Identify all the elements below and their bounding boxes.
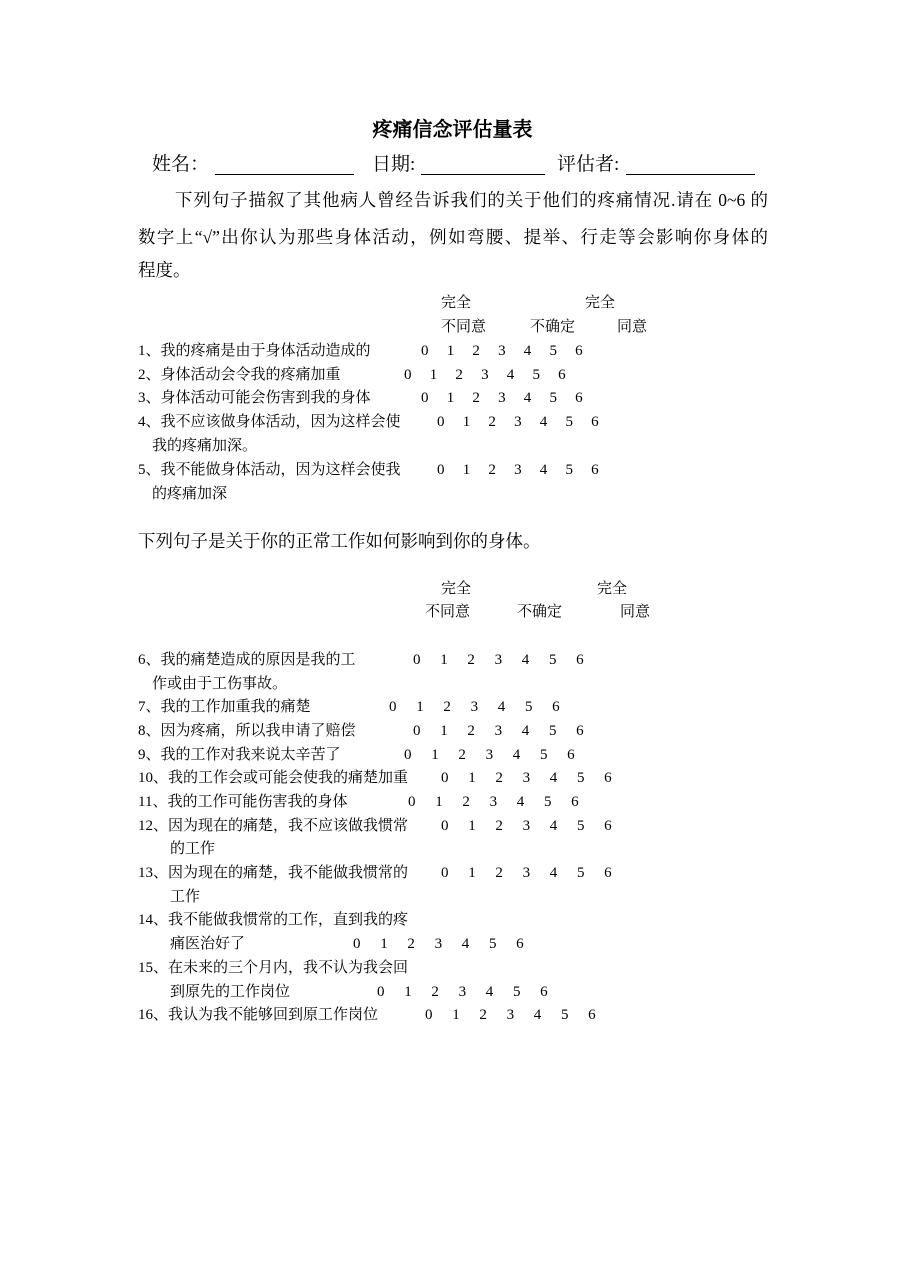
scale-option-5: 5 [576,865,585,881]
scale-option-2: 2 [495,770,503,786]
scale-option-2: 2 [495,865,503,881]
scale-option-0: 0 [408,794,416,810]
instructions-line: 下列句子描叙了其他病人曾经告诉我们的关于他们的疼痛情况.请在 0~6 的 [175,190,768,210]
scale-option-4: 4 [533,1007,542,1023]
rating-scale [421,341,601,361]
scale-option-0: 0 [437,462,445,478]
scale-option-4: 4 [485,984,494,1000]
section-intro: 下列句子是关于你的正常工作如何影响到你的身体。 [138,531,541,551]
scale-option-0: 0 [437,414,445,430]
item-number: 6、 [138,652,161,668]
item-number: 14、 [138,912,169,928]
scale-option-3: 3 [506,1007,515,1023]
anchor-disagree: 不同意 [425,604,471,620]
item-number: 12、 [138,818,169,834]
rating-scale [377,982,567,1002]
scale-option-3: 3 [481,367,489,383]
item-number: 7、 [138,699,161,715]
scale-option-6: 6 [604,865,612,881]
item-line [138,365,341,385]
scale-option-2: 2 [488,414,496,430]
anchor-agree: 同意 [617,319,648,335]
scale-option-3: 3 [522,770,531,786]
scale-option-1: 1 [429,367,438,383]
item-number: 16、 [138,1007,169,1023]
scale-option-0: 0 [389,699,397,715]
scale-option-6: 6 [588,1007,596,1023]
scale-option-5: 5 [576,770,585,786]
item-statement: 因为现在的痛楚，我不应该做我惯常 [168,818,409,834]
scale-option-0: 0 [353,936,361,952]
scale-option-5: 5 [549,390,557,406]
scale-option-4: 4 [521,723,530,739]
scale-option-0: 0 [413,652,421,668]
item-statement-continued: 的工作 [170,841,216,857]
anchor-completely-left: 完全 [441,295,472,311]
instructions-line: 程度。 [138,260,191,280]
scale-option-1: 1 [404,984,412,1000]
scale-option-1: 1 [468,818,476,834]
scale-option-2: 2 [472,343,480,359]
scale-option-6: 6 [575,390,583,406]
item-statement: 我不能做我惯常的工作，直到我的疼 [168,912,409,928]
scale-option-2: 2 [479,1007,487,1023]
scale-option-6: 6 [604,818,612,834]
item-statement: 我的痛楚造成的原因是我的工 [160,652,356,668]
scale-option-2: 2 [407,936,415,952]
scale-option-5: 5 [488,936,497,952]
scale-option-0: 0 [413,723,421,739]
item-statement-continued: 工作 [170,889,201,905]
scale-option-5: 5 [560,1007,569,1023]
item-line [138,863,408,883]
scale-option-6: 6 [576,652,584,668]
scale-option-1: 1 [380,936,388,952]
scale-option-2: 2 [472,390,480,406]
item-statement-continued: 的疼痛加深 [152,486,228,502]
item-line [138,768,408,788]
item-number: 5、 [138,462,161,478]
scale-option-0: 0 [404,747,412,763]
item-statement: 我不应该做身体活动，因为这样会使 [160,414,401,430]
scale-option-4: 4 [516,794,525,810]
rating-scale [413,721,603,741]
scale-option-3: 3 [489,794,498,810]
scale-option-0: 0 [441,818,449,834]
anchor-disagree: 不同意 [441,319,487,335]
item-statement: 我认为我不能够回到原工作岗位 [168,1007,379,1023]
item-statement: 我不能做身体活动，因为这样会使我 [160,462,401,478]
scale-option-6: 6 [552,699,560,715]
scale-option-6: 6 [516,936,524,952]
item-statement: 因为疼痛，所以我申请了赔偿 [160,723,356,739]
scale-option-4: 4 [497,699,506,715]
scale-option-4: 4 [461,936,470,952]
scale-option-2: 2 [455,367,463,383]
scale-option-5: 5 [565,462,573,478]
scale-option-6: 6 [571,794,579,810]
scale-option-4: 4 [549,818,558,834]
scale-option-5: 5 [539,747,548,763]
rating-scale [404,365,584,385]
rating-scale [425,1005,615,1025]
instructions-line: 数字上“√”出你认为那些身体活动，例如弯腰、提举、行走等会影响你身体的 [138,227,768,247]
scale-option-6: 6 [575,343,583,359]
rating-scale [421,388,601,408]
item-line [138,816,408,836]
scale-option-1: 1 [452,1007,460,1023]
rating-scale [389,697,579,717]
scale-option-0: 0 [441,865,449,881]
item-line [138,697,311,717]
scale-option-4: 4 [521,652,530,668]
scale-option-0: 0 [377,984,385,1000]
date-label: 日期: [372,154,416,175]
item-line [138,721,356,741]
date-field [421,155,545,175]
item-line [138,650,356,670]
scale-option-3: 3 [458,984,467,1000]
item-number: 8、 [138,723,161,739]
scale-option-6: 6 [558,367,566,383]
scale-option-4: 4 [539,414,548,430]
item-number: 4、 [138,414,161,430]
scale-option-2: 2 [462,794,470,810]
scale-option-3: 3 [498,343,506,359]
anchor-completely-right: 完全 [585,295,616,311]
scale-option-1: 1 [435,794,443,810]
scale-option-1: 1 [446,343,455,359]
scale-option-1: 1 [462,462,471,478]
scale-option-3: 3 [494,652,503,668]
scale-option-6: 6 [591,414,599,430]
item-line [138,792,347,812]
item-number: 3、 [138,390,161,406]
scale-option-1: 1 [431,747,439,763]
item-statement: 我的疼痛是由于身体活动造成的 [160,343,371,359]
scale-option-1: 1 [440,723,448,739]
document-title: 疼痛信念评估量表 [372,119,533,141]
rating-scale [413,650,603,670]
rating-scale [408,792,598,812]
scale-option-1: 1 [440,652,448,668]
scale-option-2: 2 [431,984,439,1000]
anchor-completely-left: 完全 [441,581,472,597]
scale-option-2: 2 [495,818,503,834]
item-line [138,388,371,408]
scale-option-3: 3 [434,936,443,952]
scale-option-6: 6 [540,984,548,1000]
scale-option-6: 6 [591,462,599,478]
scale-option-0: 0 [425,1007,433,1023]
item-statement: 在未来的三个月内，我不认为我会回 [168,960,409,976]
rating-scale [437,460,617,480]
rating-scale [404,745,594,765]
scale-option-5: 5 [565,414,573,430]
scale-option-1: 1 [416,699,424,715]
anchor-agree: 同意 [620,604,651,620]
item-statement-continued: 作或由于工伤事故。 [152,676,288,692]
item-statement: 身体活动会令我的疼痛加重 [160,367,341,383]
scale-option-2: 2 [488,462,496,478]
scale-option-3: 3 [522,865,531,881]
scale-option-0: 0 [404,367,412,383]
scale-option-4: 4 [506,367,515,383]
scale-option-4: 4 [523,343,532,359]
scale-option-3: 3 [498,390,506,406]
item-line [138,412,401,432]
scale-option-4: 4 [549,865,558,881]
scale-option-0: 0 [421,390,429,406]
scale-option-2: 2 [443,699,451,715]
rating-scale [437,412,617,432]
item-number: 10、 [138,770,169,786]
scale-option-4: 4 [512,747,521,763]
item-statement: 我的工作可能伤害我的身体 [167,794,348,810]
item-line [138,958,408,978]
item-statement-continued: 到原先的工作岗位 [170,984,291,1000]
scale-option-1: 1 [462,414,471,430]
item-statement: 我的工作对我来说太辛苦了 [160,747,341,763]
item-statement: 我的工作会或可能会使我的痛楚加重 [168,770,409,786]
scale-option-1: 1 [468,865,476,881]
rating-scale [353,934,543,954]
scale-option-4: 4 [523,390,532,406]
scale-option-3: 3 [470,699,479,715]
scale-option-6: 6 [576,723,584,739]
scale-option-1: 1 [468,770,476,786]
scale-option-5: 5 [512,984,521,1000]
scale-option-2: 2 [458,747,466,763]
item-number: 11、 [138,794,168,810]
scale-option-2: 2 [467,652,475,668]
item-line [138,460,401,480]
rating-scale [441,863,631,883]
scale-option-3: 3 [485,747,494,763]
scale-option-5: 5 [532,367,540,383]
item-statement: 我的工作加重我的痛楚 [160,699,311,715]
item-statement: 身体活动可能会伤害到我的身体 [160,390,371,406]
item-statement-continued: 我的疼痛加深。 [152,438,258,454]
item-line [138,1005,378,1025]
scale-option-3: 3 [514,414,522,430]
item-statement: 因为现在的痛楚，我不能做我惯常的 [168,865,409,881]
item-line [138,910,408,930]
scale-option-5: 5 [543,794,552,810]
assessor-label: 评估者: [557,154,620,175]
item-number: 2、 [138,367,161,383]
scale-option-2: 2 [467,723,475,739]
scale-option-1: 1 [446,390,455,406]
name-label: 姓名： [152,154,210,175]
scale-option-3: 3 [494,723,503,739]
scale-option-3: 3 [522,818,531,834]
scale-option-4: 4 [549,770,558,786]
scale-option-3: 3 [514,462,522,478]
item-statement-continued: 痛医治好了 [170,936,246,952]
anchor-unsure: 不确定 [517,604,563,620]
anchor-unsure: 不确定 [530,319,576,335]
scale-option-5: 5 [524,699,533,715]
item-number: 13、 [138,865,169,881]
scale-option-4: 4 [539,462,548,478]
scale-option-5: 5 [548,723,557,739]
scale-option-6: 6 [604,770,612,786]
assessor-field [626,155,755,175]
name-field [215,155,354,175]
scale-option-0: 0 [441,770,449,786]
anchor-completely-right: 完全 [597,581,628,597]
rating-scale [441,816,631,836]
item-line [138,745,341,765]
scale-option-5: 5 [549,343,557,359]
scale-option-6: 6 [567,747,575,763]
item-number: 9、 [138,747,161,763]
item-number: 15、 [138,960,169,976]
rating-scale [441,768,631,788]
scale-option-5: 5 [548,652,557,668]
item-number: 1、 [138,343,161,359]
item-line [138,341,371,361]
scale-option-5: 5 [576,818,585,834]
scale-option-0: 0 [421,343,429,359]
